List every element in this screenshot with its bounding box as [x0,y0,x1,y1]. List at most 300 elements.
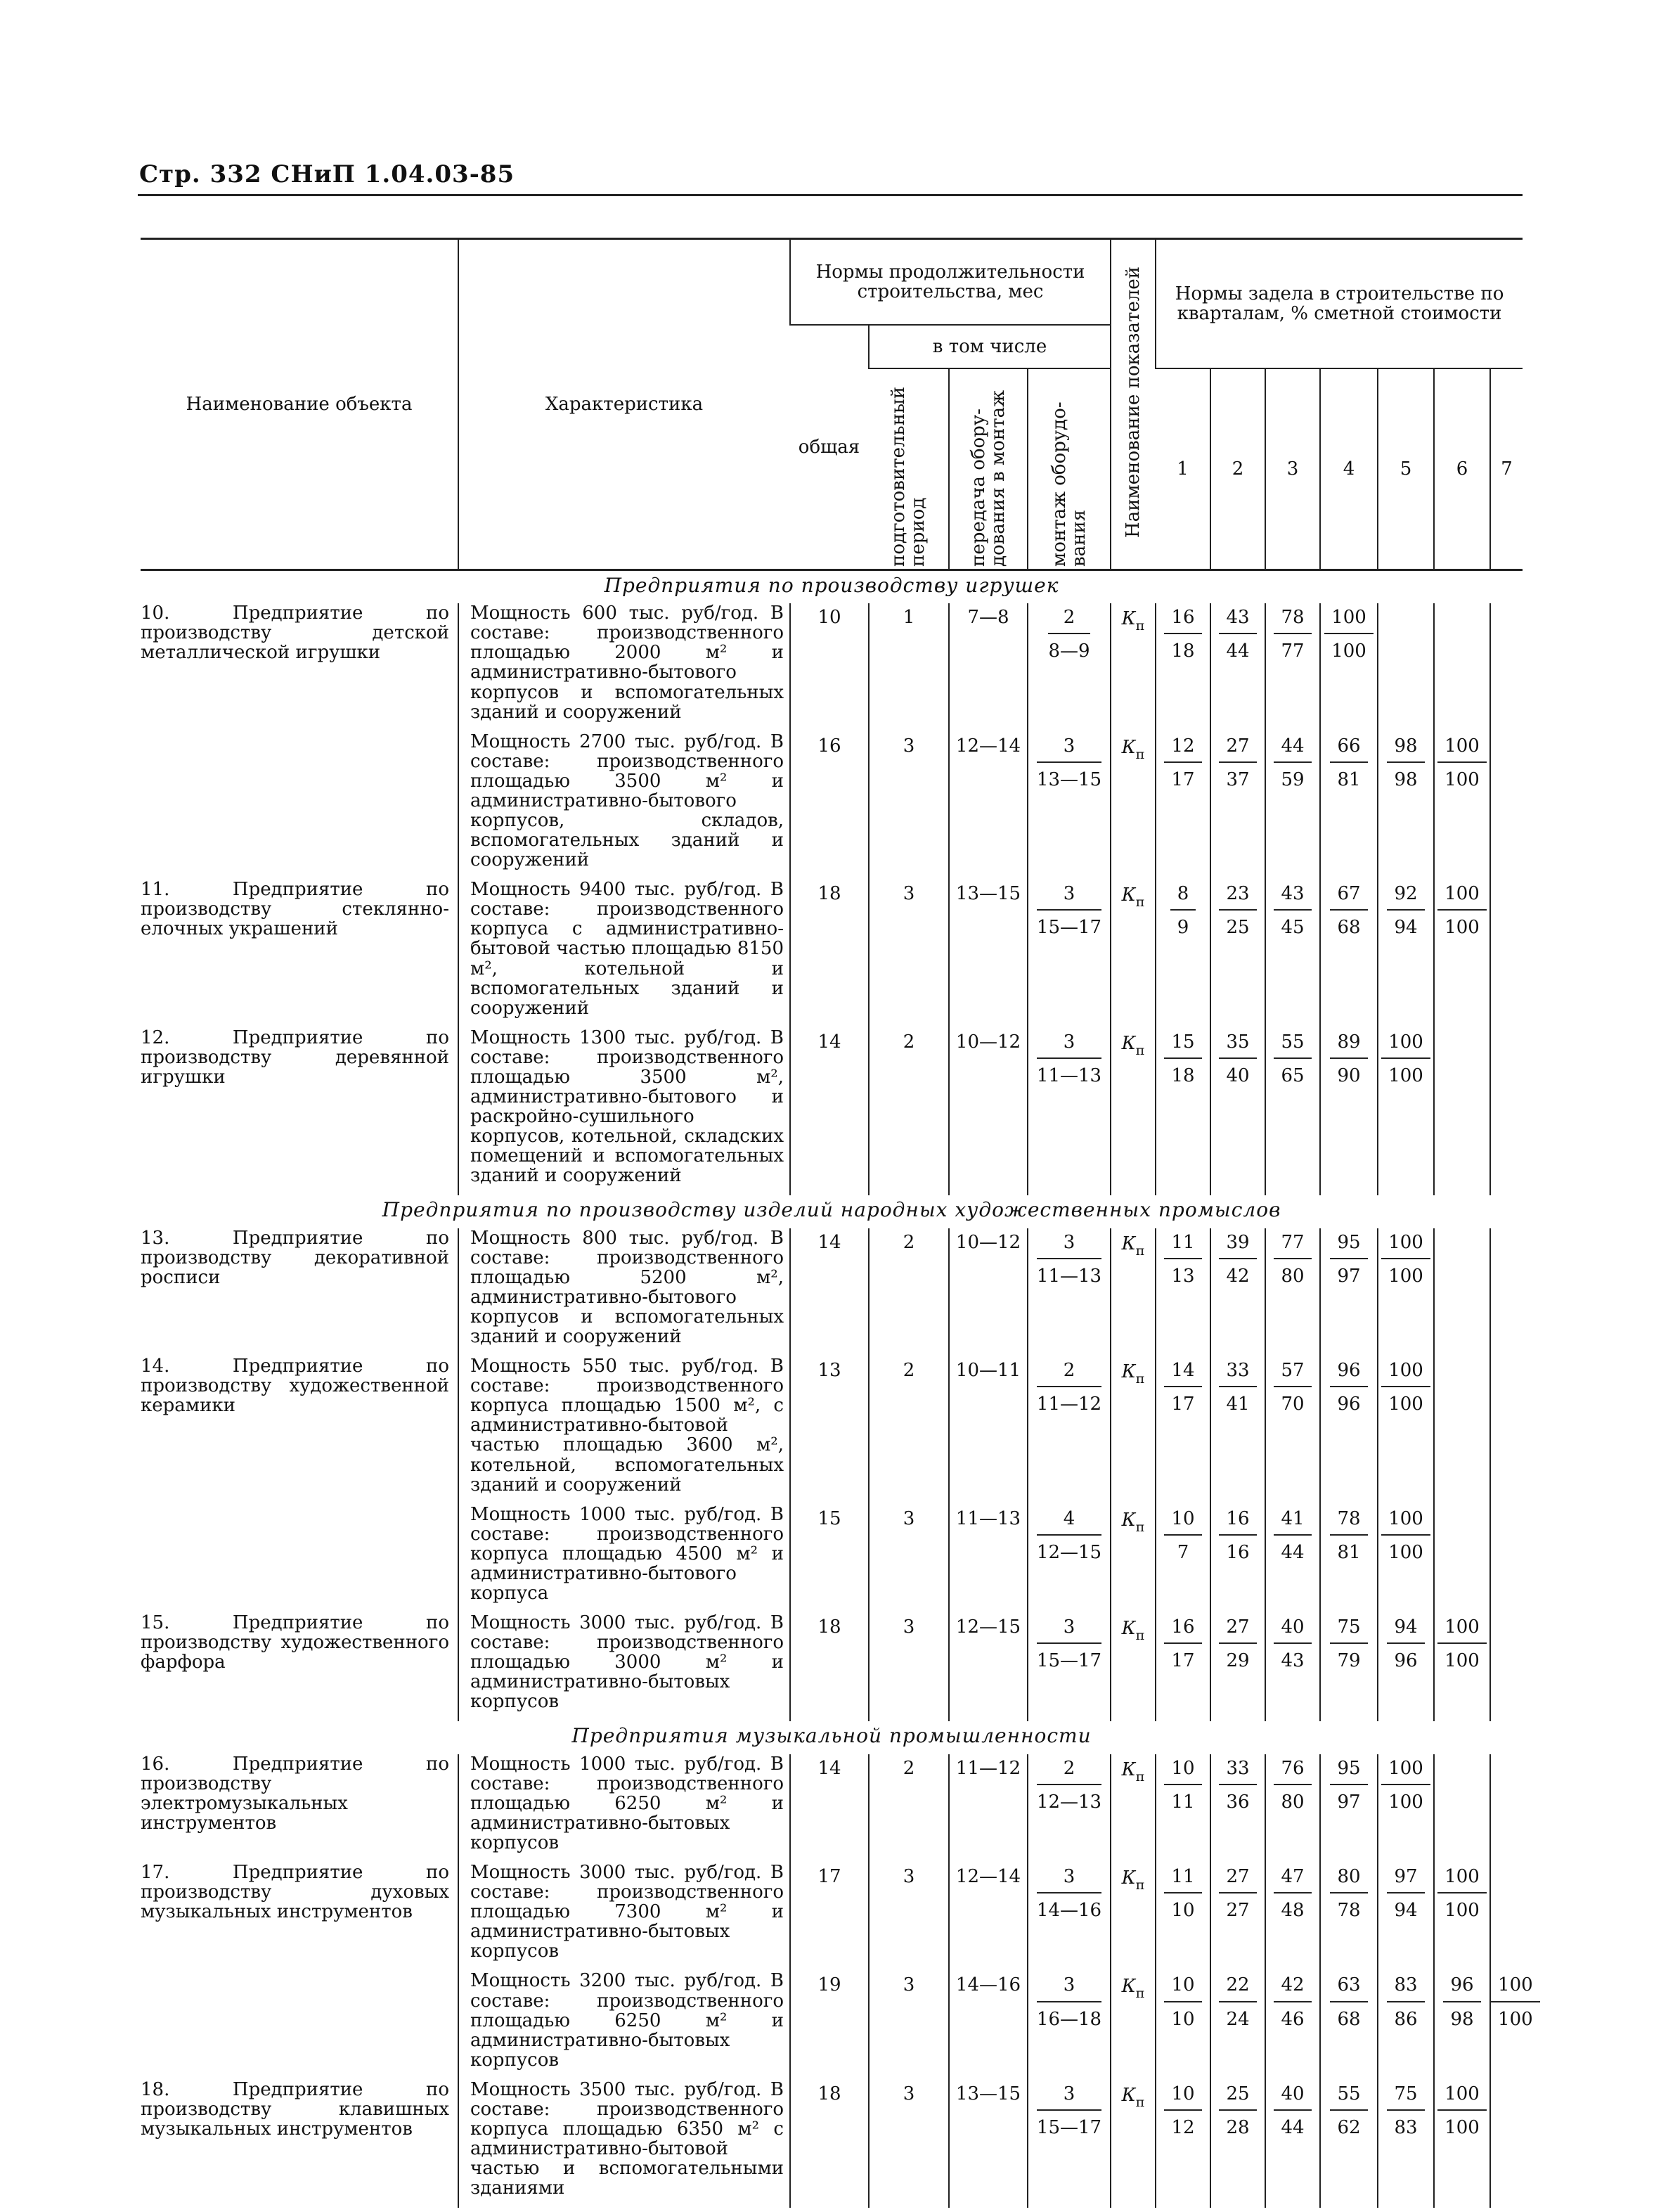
gap-cell [790,2070,869,2080]
quarter-4 [1320,1356,1378,1495]
quarter-value [1164,1032,1201,1086]
quarter-value [1219,1233,1256,1286]
mount-fraction-top: 3 [1037,1233,1101,1259]
table-row [141,2080,1523,2198]
indicator-symbol: К [1121,885,1136,906]
quarter-7 [1490,603,1523,721]
gap-cell [1434,1495,1490,1505]
gap-cell [458,1346,790,1356]
gap-cell [869,1603,949,1613]
indicator-k [1111,1613,1156,1711]
mount-fraction [1037,1233,1101,1286]
quarter-7 [1490,1028,1523,1186]
gap-cell [1156,1711,1210,1721]
gap-cell [790,1961,869,1971]
quarter-value [1324,607,1374,661]
gap-cell [949,1853,1028,1863]
gap-cell [1265,1346,1320,1356]
quarter-value-top: 100 [1381,1758,1430,1785]
quarter-value-top: 41 [1274,1509,1311,1536]
quarter-value-top: 77 [1274,1233,1311,1259]
quarter-value-top: 44 [1274,736,1311,763]
quarter-value-top: 100 [1437,736,1487,763]
gap-cell [1434,2198,1490,2208]
quarter-value-bottom: 100 [1388,1065,1423,1086]
quarter-3 [1265,603,1320,721]
gap-cell [458,2198,790,2208]
gap-cell [1490,1185,1523,1195]
gap-cell [1111,1185,1156,1195]
quarter-value-top: 12 [1164,736,1201,763]
quarter-value [1274,607,1311,661]
gap-cell [869,870,949,880]
quarter-7 [1490,1505,1523,1603]
gap-cell [1378,1346,1434,1356]
indicator-symbol: К [1121,1361,1136,1383]
gap-cell [949,2198,1028,2208]
quarter-value [1219,884,1256,937]
quarter-value [1381,1361,1430,1414]
gap-cell [1434,1961,1490,1971]
quarter-value [1164,736,1201,790]
gap-cell [869,1711,949,1721]
quarter-value-bottom: 40 [1226,1065,1250,1086]
header-mount: монтаж оборудо- вания [1028,368,1111,570]
duration-total: 14 [790,1028,869,1186]
indicator-subscript: п [1135,2094,1145,2110]
quarter-value [1274,1361,1311,1414]
gap-cell [1111,1711,1156,1721]
gap-cell [141,2070,458,2080]
duration-mount [1028,732,1111,870]
table-row [141,1228,1523,1346]
quarter-value-top: 76 [1274,1758,1311,1785]
header-rule [138,194,1523,196]
gap-cell [1490,1346,1523,1356]
section-title: Предприятия по производству игрушек [604,574,1059,597]
quarter-value-bottom: 98 [1394,769,1418,790]
quarter-value [1219,1617,1256,1671]
gap-cell [1434,1603,1490,1613]
quarter-value [1219,1032,1256,1086]
duration-total: 18 [790,880,869,1018]
indicator-symbol: К [1121,1509,1136,1531]
quarter-value-top: 100 [1491,1975,1540,2002]
quarter-5 [1378,2080,1434,2198]
duration-total: 18 [790,1613,869,1711]
gap-cell [141,2198,458,2208]
quarter-5 [1378,732,1434,870]
gap-cell [1320,2070,1378,2080]
duration-mount [1028,1505,1111,1603]
gap-cell [141,1346,458,1356]
gap-cell [1111,1603,1156,1613]
quarter-value-bottom: 100 [1445,769,1480,790]
header-backlog: Нормы задела в строительстве по кварталам, % сметной стоимости [1156,239,1523,369]
quarter-value-top: 15 [1164,1032,1201,1059]
indicator-symbol: К [1121,1976,1136,1998]
gap-cell [1028,1711,1111,1721]
mount-fraction [1037,1032,1101,1086]
quarter-value-bottom: 46 [1281,2008,1305,2030]
gap-cell [1210,1961,1265,1971]
quarter-value-top: 43 [1219,607,1256,634]
header-quarter-2: 2 [1210,368,1265,570]
table-row [141,1613,1523,1711]
gap-cell [949,722,1028,732]
gap-cell [1028,2070,1111,2080]
quarter-value [1381,1509,1430,1562]
characteristic: Мощность 3500 тыс. руб/год. В составе: производственного корпуса площадью 6350 м² с административно-бытовой частью и вспомогательными зданиями [458,2080,790,2198]
gap-cell [1378,2198,1434,2208]
quarter-value-bottom: 44 [1281,1541,1305,1563]
gap-cell [1111,722,1156,732]
gap-cell [458,1711,790,1721]
gap-cell [869,1495,949,1505]
quarter-value-top: 33 [1219,1758,1256,1785]
quarter-value [1219,736,1256,790]
indicator-subscript: п [1135,1877,1145,1893]
gap-cell [458,1853,790,1863]
quarter-5 [1378,880,1434,1018]
indicator-symbol: К [1121,1618,1136,1640]
gap-cell [1028,722,1111,732]
duration-transfer: 10—12 [949,1028,1028,1186]
quarter-value-top: 23 [1219,884,1256,911]
indicator-subscript: п [1135,1768,1145,1785]
quarter-value-bottom: 96 [1337,1394,1361,1415]
quarter-value-bottom: 16 [1226,1541,1250,1563]
gap-cell [141,1853,458,1863]
quarter-value-bottom: 83 [1394,2116,1418,2138]
characteristic: Мощность 3200 тыс. руб/год. В составе: производственного площадью 6250 м² и административно-бытовых корпусов [458,1971,790,2069]
quarter-value-top: 66 [1330,736,1367,763]
quarter-4 [1320,1754,1378,1853]
quarter-value-top: 10 [1164,2084,1201,2111]
gap-cell [1210,1711,1265,1721]
quarter-value-bottom: 65 [1281,1065,1305,1086]
quarter-1 [1156,1028,1210,1186]
row-gap [141,722,1523,732]
quarter-value [1437,1617,1487,1671]
gap-cell [1378,1495,1434,1505]
quarter-value [1164,607,1201,661]
quarter-value [1274,1758,1311,1812]
duration-prep: 3 [869,1613,949,1711]
mount-fraction-bottom: 15—17 [1036,2116,1102,2138]
quarter-value [1330,1233,1367,1286]
gap-cell [1320,1961,1378,1971]
characteristic: Мощность 9400 тыс. руб/год. В составе: производственного корпуса с административно-бытовой частью площадью 8150 м², котельной и вспомогательных зданий и сооружений [458,880,790,1018]
duration-prep: 3 [869,1505,949,1603]
quarter-1 [1156,1613,1210,1711]
gap-cell [949,2070,1028,2080]
quarter-value [1330,1975,1367,2028]
quarter-7 [1490,1754,1523,1853]
row-gap [141,1711,1523,1721]
gap-cell [949,1603,1028,1613]
mount-fraction [1037,1617,1101,1671]
quarter-value-bottom: 36 [1226,1791,1250,1813]
quarter-2 [1210,732,1265,870]
mount-fraction [1037,736,1101,790]
mount-fraction-top: 4 [1037,1509,1101,1536]
gap-cell [1028,1495,1111,1505]
quarter-value-bottom: 94 [1394,1900,1418,1922]
quarter-4 [1320,1228,1378,1346]
quarter-value [1330,1758,1367,1812]
quarter-2 [1210,1228,1265,1346]
quarter-value-top: 16 [1164,607,1201,634]
quarter-7 [1490,732,1523,870]
quarter-5 [1378,1971,1434,2069]
gap-cell [1265,1961,1320,1971]
indicator-subscript: п [1135,894,1145,911]
gap-cell [1378,1961,1434,1971]
duration-mount [1028,1613,1111,1711]
object-name: 11. Предприятие по производству стеклянно-елочных украшений [141,879,449,940]
gap-cell [1156,1961,1210,1971]
table-row [141,1863,1523,1961]
mount-fraction-bottom: 14—16 [1036,1900,1102,1922]
gap-cell [1320,1853,1378,1863]
characteristic: Мощность 550 тыс. руб/год. В составе: производственного корпуса площадью 1500 м², с административно-бытовой частью площадью 3600 м², котельной, вспомогательных зданий и сооружений [458,1356,790,1495]
gap-cell [949,1961,1028,1971]
quarter-value [1437,736,1487,790]
quarter-4 [1320,880,1378,1018]
header-name: Наименование объекта [186,393,413,415]
characteristic: Мощность 3000 тыс. руб/год. В составе: производственного площадью 7300 м² и административно-бытовых корпусов [458,1863,790,1961]
quarter-value-bottom: 17 [1171,1650,1195,1672]
quarter-value-top: 40 [1274,2084,1311,2111]
quarter-value [1164,1867,1201,1920]
gap-cell [1210,1185,1265,1195]
quarter-value [1219,607,1256,661]
duration-total: 17 [790,1863,869,1961]
quarter-value [1330,1617,1367,1671]
quarter-4 [1320,1028,1378,1186]
mount-fraction-top: 2 [1048,607,1090,634]
quarter-value-top: 100 [1381,1361,1430,1387]
object-name: 16. Предприятие по производству электромузыкальных инструментов [141,1753,449,1834]
indicator-symbol: К [1121,1758,1136,1780]
quarter-value-bottom: 100 [1445,1900,1480,1922]
mount-fraction-top: 3 [1037,1032,1101,1059]
quarter-value-bottom: 62 [1337,2116,1361,2138]
quarter-value-top: 67 [1330,884,1367,911]
quarter-2 [1210,1971,1265,2069]
gap-cell [1028,1961,1111,1971]
quarter-value-top: 80 [1330,1867,1367,1893]
gap-cell [949,870,1028,880]
gap-cell [1156,2198,1210,2208]
quarter-value-bottom: 78 [1337,1900,1361,1922]
quarter-3 [1265,1613,1320,1711]
quarter-5 [1378,603,1434,721]
indicator-k [1111,1228,1156,1346]
mount-fraction-top: 3 [1037,1867,1101,1893]
gap-cell [458,870,790,880]
gap-cell [1265,1185,1320,1195]
object-name: 18. Предприятие по производству клавишных музыкальных инструментов [141,2078,449,2140]
object-name [141,732,458,870]
gap-cell [458,1185,790,1195]
duration-total: 18 [790,2080,869,2198]
quarter-3 [1265,732,1320,870]
quarter-6 [1434,1971,1490,2069]
row-gap [141,1853,1523,1863]
quarter-value [1164,1975,1201,2028]
quarter-3 [1265,1028,1320,1186]
quarter-value-top: 100 [1437,884,1487,911]
indicator-symbol: К [1121,1032,1136,1054]
gap-cell [1265,870,1320,880]
duration-prep: 3 [869,732,949,870]
quarter-value-bottom: 25 [1226,917,1250,939]
quarter-1 [1156,1863,1210,1961]
quarter-value [1274,1975,1311,2028]
quarter-value-bottom: 27 [1226,1900,1250,1922]
indicator-k [1111,603,1156,721]
gap-cell [458,1603,790,1613]
gap-cell [1210,2070,1265,2080]
quarter-1 [1156,732,1210,870]
gap-cell [1156,1018,1210,1028]
quarter-7 [1490,1971,1533,2069]
quarter-1 [1156,1971,1210,2069]
gap-cell [1434,1185,1490,1195]
quarter-4 [1320,1971,1378,2069]
gap-cell [1320,1185,1378,1195]
gap-cell [458,1495,790,1505]
quarter-value [1330,884,1367,937]
quarter-value [1219,1975,1256,2028]
gap-cell [141,870,458,880]
quarter-value-bottom: 97 [1337,1265,1361,1287]
mount-fraction-top: 3 [1037,2084,1101,2111]
quarter-2 [1210,1505,1265,1603]
gap-cell [949,1018,1028,1028]
quarter-6 [1434,1228,1490,1346]
indicator-k [1111,1505,1156,1603]
gap-cell [1320,1018,1378,1028]
indicator-subscript: п [1135,1242,1145,1259]
gap-cell [1490,1018,1523,1028]
duration-transfer: 12—14 [949,1863,1028,1961]
gap-cell [1490,1961,1523,1971]
quarter-value-top: 96 [1443,1975,1480,2002]
quarter-value-bottom: 100 [1445,917,1480,939]
quarter-4 [1320,1863,1378,1961]
indicator-k [1111,1028,1156,1186]
duration-transfer: 13—15 [949,880,1028,1018]
quarter-value [1330,1032,1367,1086]
indicator-k [1111,1863,1156,1961]
duration-mount [1028,2080,1111,2198]
gap-cell [1320,1603,1378,1613]
quarter-value-top: 16 [1164,1617,1201,1644]
gap-cell [141,1961,458,1971]
quarter-2 [1210,1613,1265,1711]
duration-prep: 2 [869,1754,949,1853]
duration-total: 13 [790,1356,869,1495]
quarter-value [1491,1975,1540,2028]
header-quarter-4: 4 [1320,368,1378,570]
quarter-value-top: 14 [1164,1361,1201,1387]
duration-prep: 2 [869,1356,949,1495]
quarter-value [1164,1617,1201,1671]
table-row [141,1505,1523,1603]
gap-cell [1378,870,1434,880]
gap-cell [869,2198,949,2208]
gap-cell [1434,1346,1490,1356]
quarter-value-bottom: 77 [1281,641,1305,662]
table-row [141,880,1523,1018]
quarter-6 [1434,732,1490,870]
quarter-5 [1378,1505,1434,1603]
duration-prep: 2 [869,1228,949,1346]
gap-cell [458,722,790,732]
gap-cell [1490,1853,1523,1863]
quarter-6 [1434,1754,1490,1853]
quarter-value-bottom: 100 [1331,641,1366,662]
quarter-value-top: 39 [1219,1233,1256,1259]
mount-fraction [1037,884,1101,937]
quarter-value [1387,2084,1424,2137]
quarter-value-top: 92 [1387,884,1424,911]
gap-cell [1111,1346,1156,1356]
duration-mount [1028,1356,1111,1495]
gap-cell [790,1495,869,1505]
gap-cell [141,722,458,732]
gap-cell [869,2070,949,2080]
quarter-4 [1320,1613,1378,1711]
duration-prep: 2 [869,1028,949,1186]
quarter-value-top: 89 [1330,1032,1367,1059]
quarter-value [1274,2084,1311,2137]
gap-cell [1490,1711,1523,1721]
gap-cell [790,2198,869,2208]
mount-fraction-bottom: 15—17 [1036,1650,1102,1672]
indicator-symbol: К [1121,2084,1136,2106]
gap-cell [1028,1346,1111,1356]
quarter-value-top: 55 [1330,2084,1367,2111]
mount-fraction-bottom: 11—12 [1036,1394,1102,1415]
gap-cell [1490,1495,1523,1505]
quarter-value-bottom: 42 [1226,1265,1250,1287]
gap-cell [1378,722,1434,732]
mount-fraction-bottom: 11—13 [1036,1065,1102,1086]
quarter-value-top: 10 [1164,1509,1201,1536]
indicator-k [1111,2080,1156,2198]
quarter-value-bottom: 80 [1281,1265,1305,1287]
quarter-value-top: 100 [1381,1032,1430,1059]
characteristic: Мощность 1300 тыс. руб/год. В составе: производственного площадью 3500 м², административно-бытового и раскройно-сушильного корпусов, котельной, складских помещений и вспомогательных зданий и сооружений [458,1028,790,1186]
quarter-value-top: 55 [1274,1032,1311,1059]
duration-prep: 3 [869,880,949,1018]
indicator-subscript: п [1135,1042,1145,1058]
gap-cell [1210,1495,1265,1505]
quarter-value-top: 100 [1381,1509,1430,1536]
gap-cell [458,1018,790,1028]
gap-cell [1111,2198,1156,2208]
quarter-value [1330,1361,1367,1414]
indicator-subscript: п [1135,618,1145,634]
object-name: 15. Предприятие по производству художественного фарфора [141,1612,449,1673]
quarter-value-top: 98 [1387,736,1424,763]
gap-cell [1490,2070,1523,2080]
quarter-3 [1265,880,1320,1018]
